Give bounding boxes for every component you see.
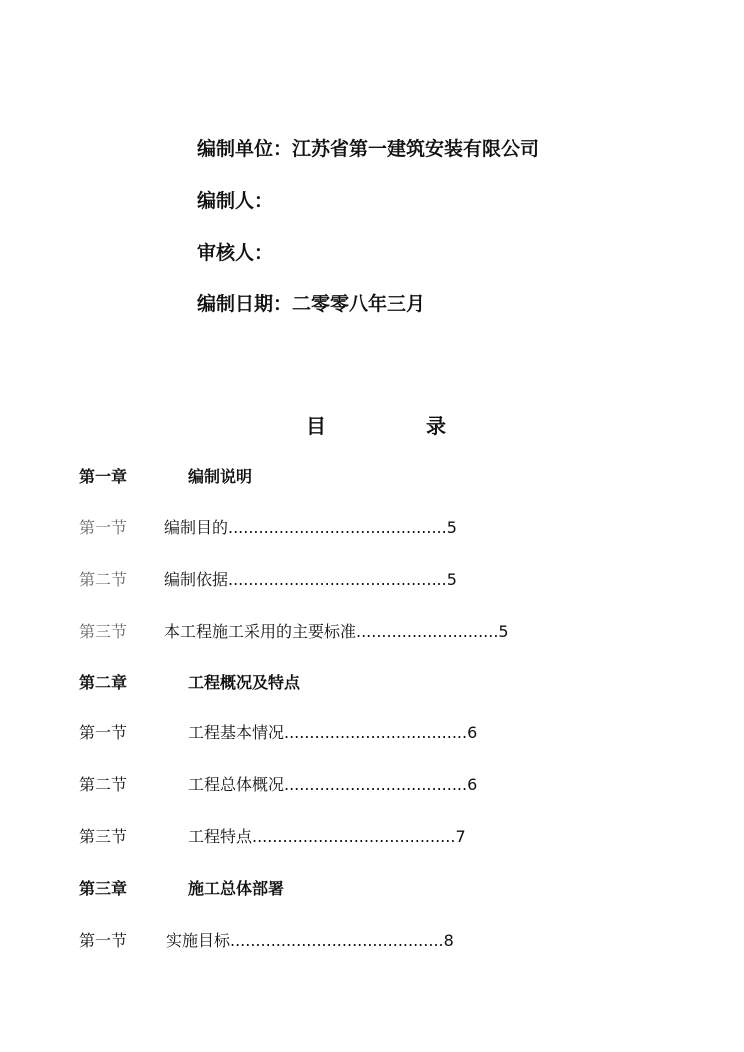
section-entry: 编制目的...........................................5 [164, 518, 457, 537]
compiler: 编制人： [197, 190, 274, 212]
section-entry: 本工程施工采用的主要标准............................5 [164, 622, 509, 641]
section-entry: 工程特点........................................7 [188, 827, 466, 846]
chapter-label: 第一章 [79, 467, 128, 486]
section-number: 第一节 [79, 931, 128, 950]
compiling-unit: 编制单位：江苏省第一建筑安装有限公司 [197, 138, 540, 160]
chapter-title: 施工总体部署 [188, 879, 285, 898]
toc-title-left: 目 [306, 414, 326, 438]
section-entry: 编制依据...........................................5 [164, 570, 457, 589]
chapter-label: 第二章 [79, 673, 128, 692]
section-entry: 工程基本情况....................................6 [188, 723, 478, 742]
compile-date: 编制日期：二零零八年三月 [197, 293, 426, 315]
section-number: 第一节 [79, 518, 128, 537]
section-entry: 实施目标..........................................8 [166, 931, 454, 950]
section-number: 第三节 [79, 827, 128, 846]
section-number: 第一节 [79, 723, 128, 742]
chapter-title: 编制说明 [188, 467, 253, 486]
reviewer: 审核人： [197, 242, 274, 264]
chapter-label: 第三章 [79, 879, 128, 898]
section-entry: 工程总体概况....................................6 [188, 775, 478, 794]
section-number: 第三节 [79, 622, 128, 641]
section-number: 第二节 [79, 775, 128, 794]
section-number: 第二节 [79, 570, 128, 589]
toc-title-right: 录 [426, 414, 446, 438]
chapter-title: 工程概况及特点 [188, 673, 301, 692]
